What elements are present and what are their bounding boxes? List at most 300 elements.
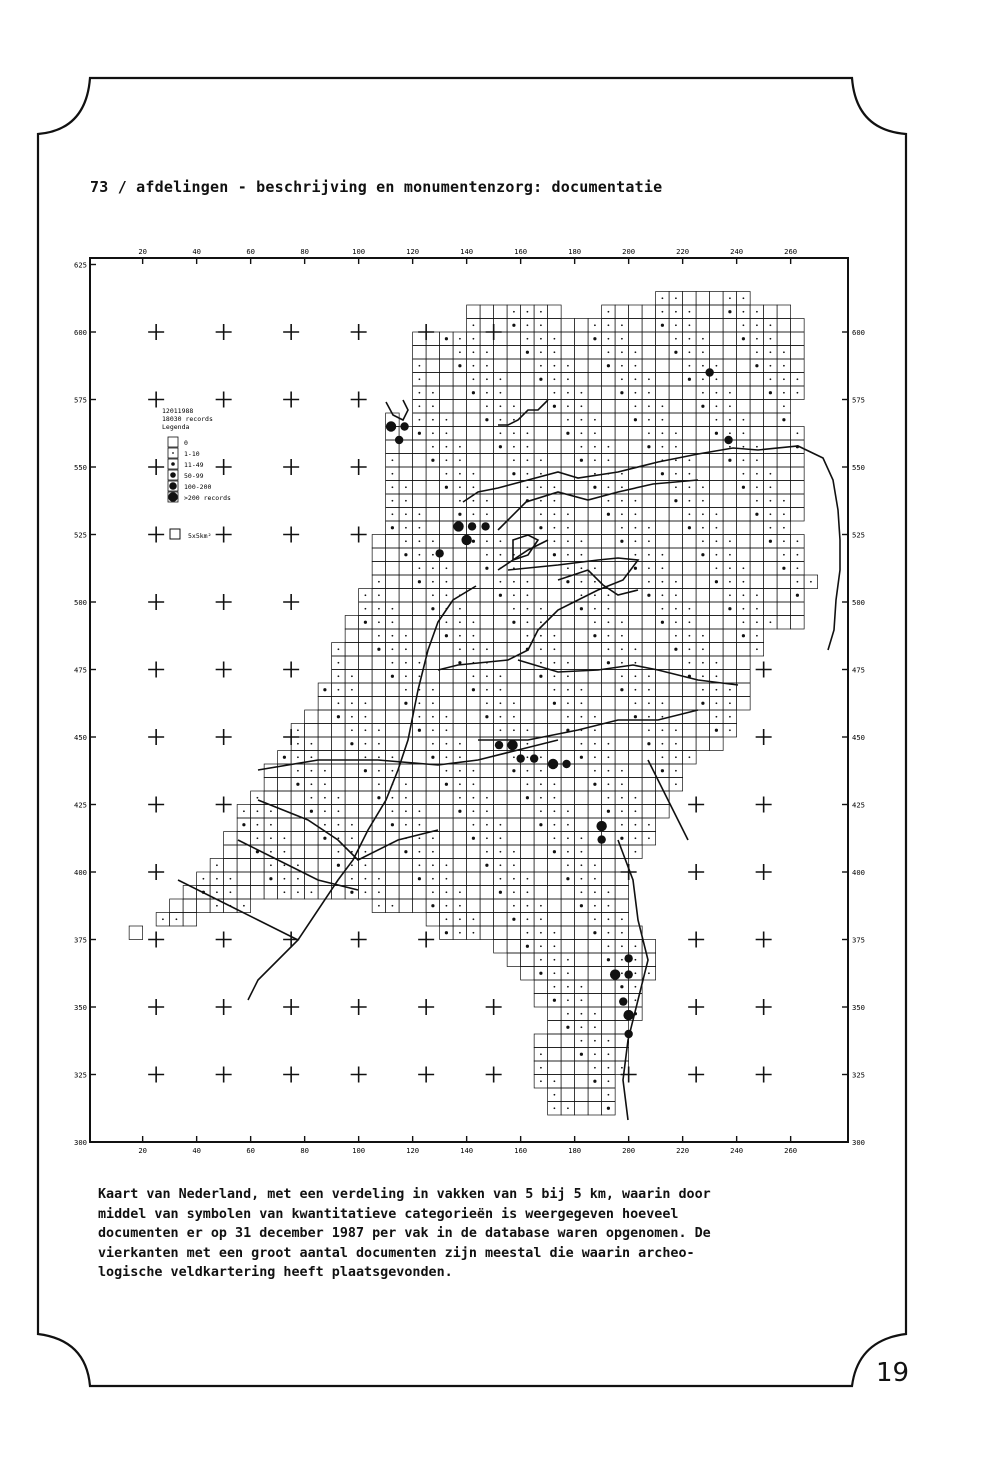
cell-symbol [432, 689, 434, 691]
grid-cell [494, 764, 508, 778]
cell-symbol [702, 635, 704, 637]
grid-cell [534, 413, 548, 427]
grid-cell [561, 602, 575, 616]
grid-cell [386, 872, 400, 886]
grid-cell [521, 359, 535, 373]
cell-symbol [701, 405, 704, 408]
cell-symbol [607, 810, 610, 813]
grid-cell [588, 791, 602, 805]
grid-cell [534, 980, 548, 994]
cell-symbol [716, 554, 718, 556]
cell-symbol [621, 527, 623, 529]
cell-symbol [621, 1067, 623, 1069]
cell-symbol [743, 459, 745, 461]
cell-symbol [432, 851, 434, 853]
cell-symbol [743, 446, 745, 448]
grid-cell [372, 832, 386, 846]
grid-cell [534, 562, 548, 576]
grid-cell [588, 953, 602, 967]
grid-cell [615, 697, 629, 711]
cell-symbol [296, 783, 299, 786]
cell-symbol [702, 486, 704, 488]
grid-cell [467, 751, 481, 765]
cell-symbol [702, 648, 704, 650]
cell-symbol [554, 959, 556, 961]
grid-cell [750, 535, 764, 549]
cell-symbol [513, 459, 515, 461]
grid-cell [291, 845, 305, 859]
cell-symbol [661, 472, 664, 475]
cell-symbol [729, 446, 731, 448]
legend-item-label: 50-99 [184, 472, 204, 480]
cell-symbol [594, 324, 596, 326]
cell-symbol [378, 878, 380, 880]
cell-symbol [539, 823, 542, 826]
grid-cell [656, 494, 670, 508]
grid-cell [696, 575, 710, 589]
grid-cell [696, 616, 710, 630]
cell-symbol [513, 419, 515, 421]
grid-cross [216, 1067, 232, 1083]
cell-symbol [608, 459, 610, 461]
cell-symbol [405, 635, 407, 637]
grid-cell [399, 616, 413, 630]
grid-cell [467, 440, 481, 454]
grid-cell [561, 778, 575, 792]
cell-symbol [608, 648, 610, 650]
cell-symbol [473, 824, 475, 826]
cell-symbol [594, 567, 596, 569]
grid-cell [588, 494, 602, 508]
cell-symbol [580, 756, 583, 759]
cell-symbol [459, 486, 461, 488]
grid-cell [453, 575, 467, 589]
grid-cell [642, 805, 656, 819]
grid-cell [345, 791, 359, 805]
cell-marker-large [435, 549, 443, 557]
grid-cell [534, 575, 548, 589]
cell-symbol [675, 743, 677, 745]
cell-symbol [621, 351, 623, 353]
grid-cell [642, 467, 656, 481]
cell-symbol [377, 796, 380, 799]
grid-cell [588, 940, 602, 954]
grid-cell [737, 494, 751, 508]
cell-symbol [554, 1107, 556, 1109]
grid-cell [521, 967, 535, 981]
grid-cell [629, 778, 643, 792]
cell-symbol [338, 797, 340, 799]
grid-cross [148, 459, 164, 475]
grid-cell [656, 521, 670, 535]
grid-cross [283, 594, 299, 610]
cell-symbol [338, 851, 340, 853]
cell-symbol [675, 783, 677, 785]
grid-cell [548, 1034, 562, 1048]
cell-symbol [756, 311, 758, 313]
grid-cell [507, 818, 521, 832]
cell-symbol [728, 607, 731, 610]
grid-cell [534, 710, 548, 724]
grid-cell [426, 656, 440, 670]
grid-cell [426, 778, 440, 792]
grid-cell [575, 481, 589, 495]
grid-cell [737, 386, 751, 400]
grid-cross [283, 324, 299, 340]
cell-symbol [567, 378, 569, 380]
cell-symbol [567, 999, 569, 1001]
grid-cell [467, 845, 481, 859]
cell-symbol [635, 797, 637, 799]
grid-cell [548, 913, 562, 927]
grid-cell [642, 791, 656, 805]
cell-symbol [635, 648, 637, 650]
cell-symbol [351, 689, 353, 691]
grid-cell [399, 710, 413, 724]
cell-symbol [378, 581, 380, 583]
cell-symbol [594, 419, 596, 421]
cell-symbol [472, 688, 475, 691]
cell-symbol [729, 405, 731, 407]
cell-symbol [701, 702, 704, 705]
grid-cell [480, 332, 494, 346]
grid-cell [413, 764, 427, 778]
cell-symbol [473, 486, 475, 488]
grid-cell [170, 899, 184, 913]
grid-cell [507, 791, 521, 805]
grid-cell [750, 400, 764, 414]
cell-symbol [581, 716, 583, 718]
grid-cell [561, 737, 575, 751]
grid-cell [413, 602, 427, 616]
grid-cell [588, 656, 602, 670]
cell-symbol [432, 864, 434, 866]
cell-symbol [797, 567, 799, 569]
cell-symbol [770, 365, 772, 367]
cell-symbol [715, 729, 718, 732]
cell-symbol [554, 675, 556, 677]
grid-cell [521, 832, 535, 846]
grid-cell [426, 481, 440, 495]
cell-symbol [716, 716, 718, 718]
grid-cell [413, 899, 427, 913]
grid-cell [413, 751, 427, 765]
grid-cross [148, 729, 164, 745]
cell-symbol [567, 540, 569, 542]
cell-symbol [446, 432, 448, 434]
grid-cell [575, 953, 589, 967]
y-tick-label-left: 500 [74, 598, 87, 607]
grid-cell [588, 359, 602, 373]
cell-symbol [553, 405, 556, 408]
cell-symbol [688, 378, 691, 381]
cell-symbol [513, 756, 515, 758]
cell-symbol [365, 878, 367, 880]
grid-cell [764, 413, 778, 427]
grid-cell [615, 454, 629, 468]
cell-symbol [432, 392, 434, 394]
cell-symbol [500, 405, 502, 407]
grid-cross [418, 1067, 434, 1083]
cell-symbol [608, 486, 610, 488]
grid-cell [399, 562, 413, 576]
cell-symbol [242, 823, 245, 826]
cell-symbol [581, 446, 583, 448]
grid-cell [359, 818, 373, 832]
grid-cell [602, 697, 616, 711]
grid-cell [575, 346, 589, 360]
cell-symbol [527, 635, 529, 637]
grid-cell [588, 386, 602, 400]
cell-symbol [257, 810, 259, 812]
grid-cell [534, 697, 548, 711]
cell-symbol [338, 810, 340, 812]
cell-symbol [459, 446, 461, 448]
cell-symbol [742, 486, 745, 489]
cell-symbol [540, 945, 542, 947]
grid-cell [467, 548, 481, 562]
cell-symbol [621, 365, 623, 367]
cell-symbol [662, 608, 664, 610]
cell-symbol [554, 378, 556, 380]
cell-symbol [392, 513, 394, 515]
grid-cell [615, 872, 629, 886]
cell-symbol [770, 621, 772, 623]
grid-cell [426, 467, 440, 481]
grid-cell [318, 859, 332, 873]
grid-cell [413, 737, 427, 751]
grid-cell [386, 548, 400, 562]
grid-cell [615, 305, 629, 319]
cell-symbol [392, 500, 394, 502]
cell-symbol [635, 986, 637, 988]
grid-cell [575, 967, 589, 981]
grid-cell [183, 899, 197, 913]
cell-symbol [473, 675, 475, 677]
grid-cell [521, 805, 535, 819]
cell-marker-large [495, 741, 503, 749]
cell-symbol [418, 729, 421, 732]
cell-symbol [729, 594, 731, 596]
grid-cell [548, 305, 562, 319]
cell-symbol [594, 729, 596, 731]
grid-cell [575, 1061, 589, 1075]
grid-cell [413, 494, 427, 508]
cell-symbol [351, 675, 353, 677]
grid-cell [575, 913, 589, 927]
grid-cell [683, 413, 697, 427]
cell-symbol [716, 675, 718, 677]
cell-symbol [594, 608, 596, 610]
grid-cell [575, 764, 589, 778]
grid-cell [521, 710, 535, 724]
cell-symbol [284, 851, 286, 853]
cell-symbol [513, 581, 515, 583]
cell-symbol [756, 500, 758, 502]
cell-symbol [527, 729, 529, 731]
cell-symbol [688, 526, 691, 529]
grid-cell [413, 778, 427, 792]
grid-cell [696, 467, 710, 481]
grid-cell [453, 562, 467, 576]
grid-cell [561, 454, 575, 468]
cell-symbol [553, 702, 556, 705]
cell-symbol [500, 432, 502, 434]
grid-cell [548, 427, 562, 441]
cell-symbol [743, 621, 745, 623]
grid-cell [561, 940, 575, 954]
x-tick-label-bottom: 60 [246, 1146, 255, 1155]
grid-cell [588, 670, 602, 684]
cell-symbol [269, 877, 272, 880]
y-tick-label-left: 600 [74, 328, 87, 337]
grid-cell [750, 427, 764, 441]
cell-symbol [431, 459, 434, 462]
grid-cell [494, 508, 508, 522]
grid-cross [148, 1067, 164, 1083]
cell-symbol [675, 473, 677, 475]
grid-cell [521, 521, 535, 535]
grid-cell [723, 346, 737, 360]
cell-symbol [378, 783, 380, 785]
cell-symbol [270, 810, 272, 812]
cell-symbol [566, 1026, 569, 1029]
grid-cell [683, 427, 697, 441]
cell-symbol [581, 567, 583, 569]
grid-cell [602, 427, 616, 441]
grid-cell [656, 346, 670, 360]
cell-symbol [540, 311, 542, 313]
cell-symbol [783, 405, 785, 407]
grid-cell [669, 521, 683, 535]
grid-cross [688, 999, 704, 1015]
cell-symbol [567, 959, 569, 961]
grid-cell [453, 548, 467, 562]
x-tick-label-top: 80 [300, 247, 309, 256]
grid-cell [534, 1034, 548, 1048]
cell-symbol [743, 473, 745, 475]
cell-symbol [527, 783, 529, 785]
grid-cell [467, 413, 481, 427]
x-tick-label-top: 260 [784, 247, 798, 256]
cell-symbol [297, 756, 299, 758]
cell-symbol [419, 851, 421, 853]
cell-symbol [500, 689, 502, 691]
cell-symbol [350, 742, 353, 745]
grid-cell [602, 683, 616, 697]
cell-symbol [702, 689, 704, 691]
cell-symbol [755, 513, 758, 516]
cell-symbol [581, 581, 583, 583]
grid-cell [345, 805, 359, 819]
cell-symbol [500, 851, 502, 853]
cell-symbol [419, 419, 421, 421]
grid-cell [426, 359, 440, 373]
cell-symbol [432, 729, 434, 731]
grid-cell [345, 643, 359, 657]
grid-cell [534, 845, 548, 859]
cell-marker-large [705, 368, 713, 376]
cell-symbol [689, 486, 691, 488]
grid-cell [345, 764, 359, 778]
cell-symbol [500, 864, 502, 866]
grid-cell [359, 643, 373, 657]
cell-symbol [567, 527, 569, 529]
cell-symbol [581, 851, 583, 853]
grid-cross [351, 324, 367, 340]
cell-symbol [459, 932, 461, 934]
cell-symbol [459, 338, 461, 340]
grid-cell [737, 508, 751, 522]
cell-symbol [404, 850, 407, 853]
grid-cell [440, 346, 454, 360]
grid-cell [777, 467, 791, 481]
grid-cell [561, 440, 575, 454]
cell-symbol [500, 878, 502, 880]
cell-symbol [608, 918, 610, 920]
grid-cell [548, 1061, 562, 1075]
grid-cell [764, 305, 778, 319]
cell-symbol [445, 634, 448, 637]
grid-cell [413, 467, 427, 481]
cell-symbol [270, 864, 272, 866]
grid-cell [629, 319, 643, 333]
grid-cell [791, 508, 805, 522]
cell-symbol [594, 581, 596, 583]
cell-marker-large [395, 436, 403, 444]
grid-cell [696, 454, 710, 468]
x-tick-label-top: 20 [138, 247, 147, 256]
legend-items [168, 437, 231, 502]
grid-cell [507, 940, 521, 954]
cell-symbol [418, 432, 421, 435]
grid-cell [507, 535, 521, 549]
cell-symbol [324, 824, 326, 826]
grid-cell [777, 305, 791, 319]
cell-symbol [594, 770, 596, 772]
cell-symbol [689, 324, 691, 326]
cell-symbol [593, 634, 596, 637]
cell-symbol [675, 594, 677, 596]
grid-cross [283, 1067, 299, 1083]
grid-cross [148, 932, 164, 948]
cell-symbol [729, 581, 731, 583]
grid-cell [642, 508, 656, 522]
cell-symbol [446, 918, 448, 920]
cell-symbol [540, 756, 542, 758]
grid-cell [359, 805, 373, 819]
grid-cell [480, 454, 494, 468]
grid-cell [480, 319, 494, 333]
cell-symbol [621, 932, 623, 934]
cell-symbol [419, 702, 421, 704]
cell-marker-large [562, 760, 570, 768]
cell-symbol [513, 311, 515, 313]
y-tick-label-left: 625 [74, 260, 87, 270]
grid-cell [575, 926, 589, 940]
cell-symbol [540, 1067, 542, 1069]
cell-symbol [716, 662, 718, 664]
cell-symbol [431, 607, 434, 610]
grid-cell [777, 454, 791, 468]
cell-symbol [419, 365, 421, 367]
grid-cell [467, 859, 481, 873]
legend-item-label: 1-10 [184, 450, 200, 458]
legend-date: 12011988 [162, 407, 194, 415]
cell-symbol [554, 837, 556, 839]
grid-cell [548, 1048, 562, 1062]
cell-symbol [419, 810, 421, 812]
